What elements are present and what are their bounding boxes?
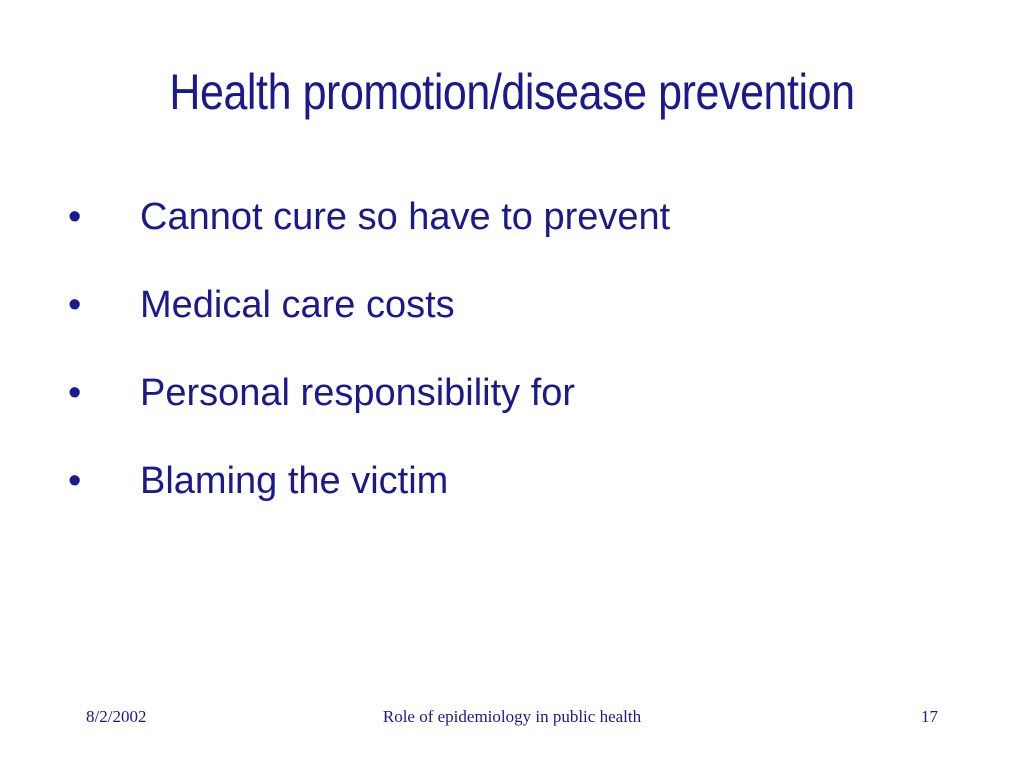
page-number: 17 (921, 707, 938, 726)
bullet-item (68, 284, 670, 372)
footer-date: 8/2/2002 (86, 707, 147, 726)
bullet-text: Medical care costs (140, 284, 455, 326)
bullet-icon: • (68, 196, 82, 238)
footer-title: Role of epidemiology in public health (382, 707, 642, 726)
slide-title: Health promotion/disease prevention (169, 64, 855, 120)
bullet-text: Blaming the victim (140, 460, 449, 502)
bullet-item (68, 196, 670, 284)
bullet-icon: • (68, 460, 82, 502)
bullet-item (68, 372, 670, 460)
bullet-text: Personal responsibility for (140, 372, 576, 414)
bullet-icon: • (68, 372, 82, 414)
bullet-text: Cannot cure so have to prevent (140, 196, 671, 238)
bullet-list (68, 196, 670, 548)
bullet-icon: • (68, 284, 82, 326)
bullet-item (68, 460, 670, 548)
